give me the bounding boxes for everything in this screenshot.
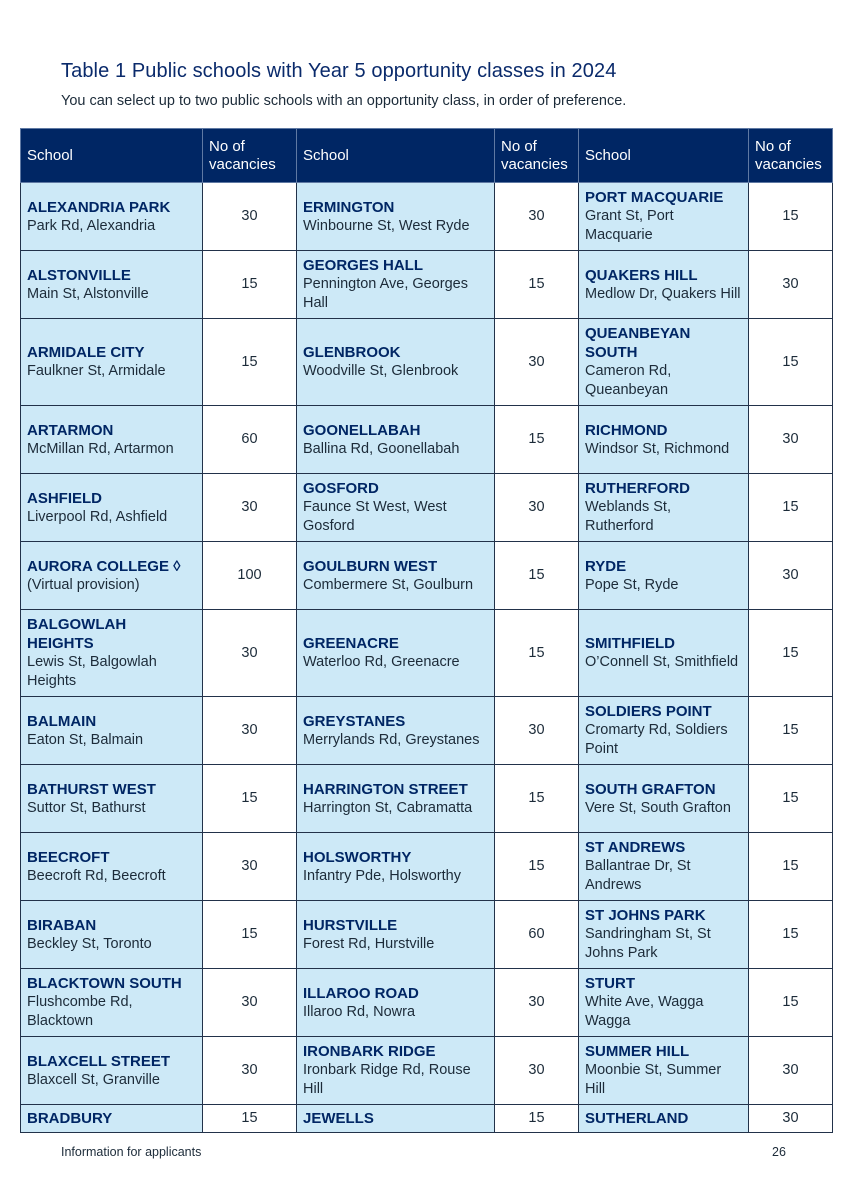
schools-table bbox=[20, 128, 833, 1133]
school-name: BIRABAN bbox=[27, 916, 97, 934]
school-name: GOULBURN WEST bbox=[303, 557, 438, 575]
table-row bbox=[21, 542, 833, 610]
school-address: Blaxcell St, Granville bbox=[27, 1071, 160, 1088]
school-address: Liverpool Rd, Ashfield bbox=[27, 508, 168, 525]
school-cell bbox=[21, 251, 203, 319]
school-cell bbox=[21, 1037, 203, 1105]
vacancies-cell: 30 bbox=[495, 1037, 579, 1105]
school-cell bbox=[21, 183, 203, 251]
school-name: GEORGES HALL bbox=[303, 257, 424, 274]
school-cell bbox=[297, 1105, 495, 1133]
vacancies-cell: 15 bbox=[749, 765, 833, 833]
school-cell bbox=[21, 610, 203, 697]
vacancies-cell: 15 bbox=[749, 183, 833, 251]
vacancies-cell: 15 bbox=[495, 833, 579, 901]
school-cell bbox=[579, 319, 749, 406]
school-name: ASHFIELD bbox=[27, 489, 102, 507]
school-name: QUEANBEYAN SOUTH bbox=[585, 325, 691, 361]
school-address: Eaton St, Balmain bbox=[27, 731, 144, 748]
school-name: GOONELLABAH bbox=[303, 421, 421, 439]
school-address: Beckley St, Toronto bbox=[27, 935, 152, 952]
school-address: Park Rd, Alexandria bbox=[27, 217, 156, 234]
school-name: GLENBROOK bbox=[303, 344, 401, 361]
school-cell bbox=[579, 251, 749, 319]
school-name: HOLSWORTHY bbox=[303, 848, 412, 866]
school-name: SUTHERLAND bbox=[585, 1110, 689, 1127]
school-name: RUTHERFORD bbox=[585, 480, 690, 497]
school-address: Infantry Pde, Holsworthy bbox=[303, 867, 461, 884]
school-cell bbox=[297, 969, 495, 1037]
school-name: QUAKERS HILL bbox=[585, 266, 698, 284]
school-cell bbox=[579, 183, 749, 251]
school-address: Flushcombe Rd, Blacktown bbox=[27, 994, 133, 1029]
school-cell bbox=[579, 765, 749, 833]
school-name: GREYSTANES bbox=[303, 712, 406, 730]
vacancies-cell: 30 bbox=[495, 697, 579, 765]
vacancies-cell: 30 bbox=[495, 474, 579, 542]
table-row bbox=[21, 1105, 833, 1133]
school-name: ALSTONVILLE bbox=[27, 266, 131, 284]
school-address: Beecroft Rd, Beecroft bbox=[27, 867, 166, 884]
school-address: Moonbie St, Summer Hill bbox=[585, 1062, 722, 1097]
school-name: ARMIDALE CITY bbox=[27, 344, 145, 361]
vacancies-cell: 15 bbox=[495, 765, 579, 833]
vacancies-cell: 15 bbox=[203, 901, 297, 969]
header-school: School bbox=[21, 129, 203, 183]
page-subtitle: You can select up to two public schools with an opportunity class, in order of preference. bbox=[61, 93, 627, 109]
table-row bbox=[21, 833, 833, 901]
school-cell bbox=[297, 1037, 495, 1105]
vacancies-cell: 15 bbox=[749, 901, 833, 969]
school-cell bbox=[579, 1037, 749, 1105]
vacancies-cell: 15 bbox=[749, 610, 833, 697]
table-row bbox=[21, 610, 833, 697]
footer-label: Information for applicants bbox=[61, 1145, 202, 1159]
vacancies-cell: 30 bbox=[203, 969, 297, 1037]
school-cell bbox=[297, 183, 495, 251]
vacancies-cell: 30 bbox=[495, 183, 579, 251]
vacancies-cell: 30 bbox=[203, 610, 297, 697]
school-name: ARTARMON bbox=[27, 421, 114, 439]
school-address: Illaroo Rd, Nowra bbox=[303, 1003, 416, 1020]
table-row bbox=[21, 406, 833, 474]
school-cell bbox=[297, 542, 495, 610]
table-row bbox=[21, 1037, 833, 1105]
school-address: Faulkner St, Armidale bbox=[27, 363, 166, 379]
vacancies-cell: 30 bbox=[203, 697, 297, 765]
school-name: ST ANDREWS bbox=[585, 839, 686, 856]
vacancies-cell: 15 bbox=[749, 319, 833, 406]
vacancies-cell: 30 bbox=[203, 1037, 297, 1105]
school-cell bbox=[579, 474, 749, 542]
school-address: Main St, Alstonville bbox=[27, 285, 149, 302]
school-address: Ballina Rd, Goonellabah bbox=[303, 440, 460, 457]
vacancies-cell: 15 bbox=[749, 697, 833, 765]
school-name: IRONBARK RIDGE bbox=[303, 1043, 436, 1060]
vacancies-cell: 15 bbox=[495, 251, 579, 319]
school-address: Ironbark Ridge Rd, Rouse Hill bbox=[303, 1062, 471, 1097]
school-address: Grant St, Port Macquarie bbox=[585, 208, 674, 243]
page-number: 26 bbox=[772, 1145, 786, 1159]
table-row bbox=[21, 765, 833, 833]
school-cell bbox=[21, 1105, 203, 1133]
vacancies-cell: 60 bbox=[495, 901, 579, 969]
school-name: JEWELLS bbox=[303, 1110, 374, 1127]
vacancies-cell: 15 bbox=[495, 542, 579, 610]
school-name: AURORA COLLEGE ◊ bbox=[27, 557, 181, 575]
vacancies-cell: 15 bbox=[203, 765, 297, 833]
school-address: Winbourne St, West Ryde bbox=[303, 217, 470, 234]
school-name: SUMMER HILL bbox=[585, 1043, 690, 1060]
school-address: Woodville St, Glenbrook bbox=[303, 363, 459, 379]
school-cell bbox=[21, 833, 203, 901]
vacancies-cell: 30 bbox=[495, 969, 579, 1037]
vacancies-cell: 30 bbox=[203, 833, 297, 901]
school-cell bbox=[297, 319, 495, 406]
school-address: Medlow Dr, Quakers Hill bbox=[585, 285, 741, 302]
school-address: Weblands St, Rutherford bbox=[585, 499, 671, 534]
school-address: Waterloo Rd, Greenacre bbox=[303, 654, 460, 670]
school-cell bbox=[579, 1105, 749, 1133]
table-body bbox=[21, 183, 833, 1133]
table-row bbox=[21, 969, 833, 1037]
vacancies-cell: 30 bbox=[749, 1105, 833, 1133]
school-name: SOLDIERS POINT bbox=[585, 703, 712, 720]
school-address: Pope St, Ryde bbox=[585, 576, 679, 593]
school-address: Faunce St West, West Gosford bbox=[303, 499, 447, 534]
school-name: RICHMOND bbox=[585, 421, 668, 439]
school-cell bbox=[579, 833, 749, 901]
vacancies-cell: 60 bbox=[203, 406, 297, 474]
school-name: STURT bbox=[585, 975, 635, 992]
vacancies-cell: 30 bbox=[749, 1037, 833, 1105]
school-cell bbox=[297, 474, 495, 542]
school-name: RYDE bbox=[585, 557, 627, 575]
school-address: O’Connell St, Smithfield bbox=[585, 654, 739, 670]
table-header-row bbox=[21, 129, 833, 183]
school-cell bbox=[297, 765, 495, 833]
vacancies-cell: 15 bbox=[749, 969, 833, 1037]
school-name: BLACKTOWN SOUTH bbox=[27, 975, 182, 992]
vacancies-cell: 15 bbox=[203, 1105, 297, 1133]
school-cell bbox=[21, 901, 203, 969]
header-school: School bbox=[297, 129, 495, 183]
school-cell bbox=[579, 697, 749, 765]
school-address: Cameron Rd, Queanbeyan bbox=[585, 363, 672, 398]
school-address: Lewis St, Balgowlah Heights bbox=[27, 654, 157, 689]
vacancies-cell: 15 bbox=[495, 406, 579, 474]
school-name: HURSTVILLE bbox=[303, 916, 398, 934]
vacancies-cell: 30 bbox=[495, 319, 579, 406]
school-cell bbox=[297, 251, 495, 319]
school-name: ERMINGTON bbox=[303, 198, 395, 216]
school-cell bbox=[297, 610, 495, 697]
table-row bbox=[21, 251, 833, 319]
school-cell bbox=[21, 697, 203, 765]
table-row bbox=[21, 319, 833, 406]
vacancies-cell: 15 bbox=[749, 833, 833, 901]
school-cell bbox=[579, 406, 749, 474]
header-vacancies: No of vacancies bbox=[495, 129, 579, 183]
school-name: BRADBURY bbox=[27, 1110, 113, 1127]
school-address: Combermere St, Goulburn bbox=[303, 576, 474, 593]
school-name: GOSFORD bbox=[303, 480, 379, 497]
school-address: Ballantrae Dr, St Andrews bbox=[585, 858, 691, 893]
vacancies-cell: 15 bbox=[203, 319, 297, 406]
school-address: Cromarty Rd, Soldiers Point bbox=[585, 722, 728, 757]
school-cell bbox=[21, 542, 203, 610]
school-address: McMillan Rd, Artarmon bbox=[27, 440, 174, 457]
school-cell bbox=[21, 474, 203, 542]
school-cell bbox=[579, 969, 749, 1037]
vacancies-cell: 30 bbox=[749, 542, 833, 610]
school-address: Merrylands Rd, Greystanes bbox=[303, 731, 480, 748]
vacancies-cell: 30 bbox=[203, 474, 297, 542]
school-name: ALEXANDRIA PARK bbox=[27, 198, 171, 216]
school-name: ILLAROO ROAD bbox=[303, 984, 419, 1002]
school-cell bbox=[579, 542, 749, 610]
header-school: School bbox=[579, 129, 749, 183]
vacancies-cell: 30 bbox=[749, 406, 833, 474]
page-title: Table 1 Public schools with Year 5 opportunity classes in 2024 bbox=[61, 60, 617, 82]
vacancies-cell: 15 bbox=[495, 610, 579, 697]
table-row bbox=[21, 697, 833, 765]
school-name: ST JOHNS PARK bbox=[585, 907, 706, 924]
school-address: Forest Rd, Hurstville bbox=[303, 935, 435, 952]
school-name: BLAXCELL STREET bbox=[27, 1052, 171, 1070]
school-cell bbox=[21, 969, 203, 1037]
school-cell bbox=[21, 406, 203, 474]
school-cell bbox=[21, 319, 203, 406]
school-cell bbox=[579, 610, 749, 697]
school-cell bbox=[297, 697, 495, 765]
school-address: Pennington Ave, Georges Hall bbox=[303, 276, 468, 311]
school-address: White Ave, Wagga Wagga bbox=[585, 994, 704, 1029]
school-name: BEECROFT bbox=[27, 848, 110, 866]
school-name: PORT MACQUARIE bbox=[585, 189, 724, 206]
school-address: Suttor St, Bathurst bbox=[27, 799, 146, 816]
school-address: Windsor St, Richmond bbox=[585, 440, 730, 457]
table-row bbox=[21, 183, 833, 251]
vacancies-cell: 15 bbox=[203, 251, 297, 319]
vacancies-cell: 15 bbox=[749, 474, 833, 542]
school-name: HARRINGTON STREET bbox=[303, 780, 468, 798]
vacancies-cell: 100 bbox=[203, 542, 297, 610]
school-name: SOUTH GRAFTON bbox=[585, 780, 716, 798]
vacancies-cell: 30 bbox=[203, 183, 297, 251]
school-address: Vere St, South Grafton bbox=[585, 799, 731, 816]
header-vacancies: No of vacancies bbox=[203, 129, 297, 183]
school-name: BATHURST WEST bbox=[27, 780, 156, 798]
school-name: SMITHFIELD bbox=[585, 635, 675, 652]
school-cell bbox=[579, 901, 749, 969]
header-vacancies: No of vacancies bbox=[749, 129, 833, 183]
school-address: (Virtual provision) bbox=[27, 576, 140, 593]
school-cell bbox=[297, 406, 495, 474]
vacancies-cell: 30 bbox=[749, 251, 833, 319]
table-row bbox=[21, 901, 833, 969]
school-cell bbox=[21, 765, 203, 833]
table-row bbox=[21, 474, 833, 542]
school-name: GREENACRE bbox=[303, 635, 399, 652]
school-cell bbox=[297, 901, 495, 969]
school-address: Harrington St, Cabramatta bbox=[303, 799, 473, 816]
vacancies-cell: 15 bbox=[495, 1105, 579, 1133]
school-address: Sandringham St, St Johns Park bbox=[585, 926, 711, 961]
school-cell bbox=[297, 833, 495, 901]
school-name: BALGOWLAH HEIGHTS bbox=[27, 616, 127, 652]
school-name: BALMAIN bbox=[27, 712, 97, 730]
